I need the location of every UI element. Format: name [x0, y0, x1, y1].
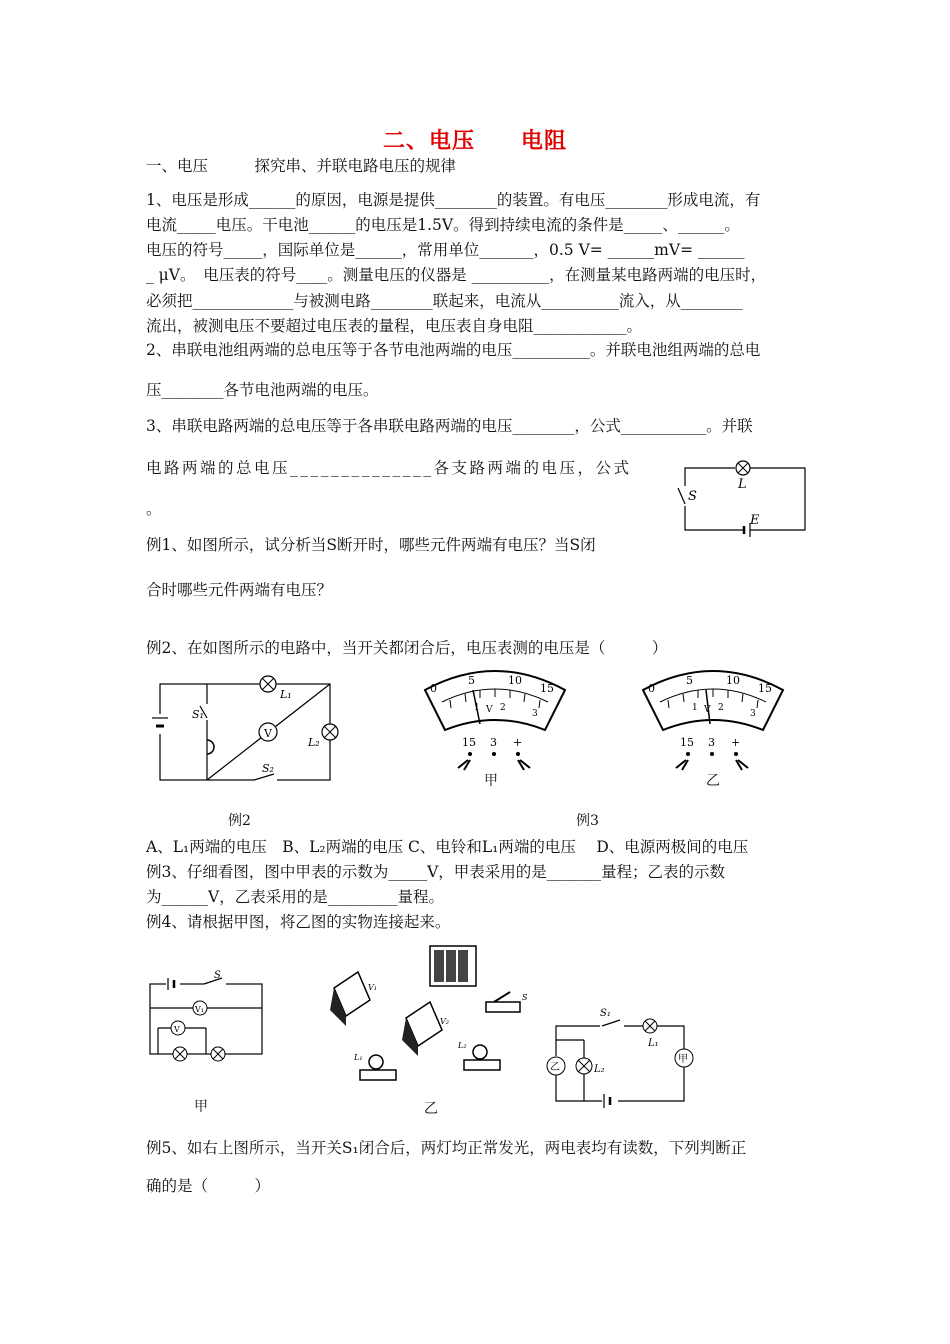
inner-2: 2 — [718, 703, 724, 713]
voltmeter-jia — [420, 662, 570, 777]
meter-jia-label: 甲 — [678, 1054, 688, 1065]
l1-text: L₁ — [354, 1053, 363, 1062]
text-line: 确的是（ ） — [146, 1177, 271, 1195]
text-line: 。 — [146, 500, 162, 518]
terminal-3: 3 — [708, 736, 715, 749]
voltmeter-v1-icon — [330, 972, 377, 1026]
lamp-label: L — [738, 477, 747, 492]
physical-components-ex4-yi — [326, 940, 541, 1110]
scale-0: 0 — [430, 682, 437, 695]
example-3: 例3、仔细看图，图中甲表的示数为_____V，甲表采用的是_______量程；乙表的示数 — [146, 863, 726, 881]
text-line: 为______V，乙表采用的是_________量程。 — [146, 888, 444, 906]
v1-label: V₁ — [195, 1005, 204, 1014]
text-line: 流出，被测电压不要超过电压表的量程，电压表自身电阻____________。 — [146, 317, 643, 335]
circuit-diagram-ex1 — [680, 458, 810, 538]
text-line: 3、串联电路两端的总电压等于各串联电路两端的电压________，公式___________。并联 — [146, 417, 753, 435]
scale-15: 15 — [540, 682, 554, 695]
circuit-diagram-ex2 — [150, 670, 350, 790]
s1-label: S₁ — [192, 708, 204, 721]
example-2: 例2、在如图所示的电路中，当开关都闭合后，电压表测的电压是（ ） — [146, 639, 668, 657]
l2-text: L₂ — [458, 1041, 467, 1050]
text-line: 电流_____电压。干电池______的电压是1.5V。得到持续电流的条件是_____、______。 — [146, 216, 740, 234]
caption-example-2: 例2 — [228, 813, 251, 829]
inner-3: 3 — [532, 709, 538, 719]
text-line: 压________各节电池两端的电压。 — [146, 381, 379, 399]
text-line: 2、串联电池组两端的总电压等于各节电池两端的电压__________。并联电池组两端的总电 — [146, 341, 761, 359]
s-text: S — [522, 993, 528, 1002]
caption-yi-ex4: 乙 — [424, 1101, 438, 1117]
scale-10: 10 — [508, 674, 522, 687]
lamp-l2-icon — [457, 1041, 500, 1070]
voltmeter-yi — [638, 662, 788, 777]
example-5: 例5、如右上图所示，当开关S₁闭合后，两灯均正常发光，两电表均有读数，下列判断正 — [146, 1139, 747, 1157]
v2-text: V₂ — [440, 1017, 449, 1026]
text-line: 必须把_____________与被测电路________联起来，电流从__________流入，从________ — [146, 292, 743, 310]
section-heading: 一、电压 探究串、并联电路电压的规律 — [146, 157, 457, 175]
battery-label: E — [750, 513, 760, 528]
caption-example-3: 例3 — [576, 813, 599, 829]
inner-1: 1 — [474, 703, 480, 713]
meter-yi-label: 乙 — [550, 1062, 560, 1073]
circuit-diagram-ex4-jia — [146, 970, 271, 1058]
l2-label: L₂ — [308, 736, 320, 749]
inner-2: 2 — [500, 703, 506, 713]
switch-s-label: S — [214, 970, 221, 981]
l1-label: L₁ — [648, 1038, 659, 1049]
switch-icon — [486, 992, 528, 1012]
terminal-3: 3 — [490, 736, 497, 749]
scale-5: 5 — [686, 674, 693, 687]
caption-jia: 甲 — [484, 773, 498, 789]
text-line: 合时哪些元件两端有电压？ — [146, 581, 333, 599]
text-line: 电压的符号_____，国际单位是______，常用单位_______，0.5 V= ______mV= ______ — [146, 241, 745, 259]
inner-1: 1 — [692, 703, 698, 713]
s1-label: S₁ — [600, 1008, 611, 1019]
terminal-15: 15 — [680, 736, 694, 749]
example-1: 例1、如图所示，试分析当S断开时，哪些元件两端有电压？当S闭 — [146, 536, 596, 554]
l1-label: L₁ — [280, 688, 292, 701]
answer-options: A、L₁两端的电压 B、L₂两端的电压 C、电铃和L₁两端的电压 D、电源两极间的电压 — [146, 838, 749, 856]
text-line: 电路两端的总电压______________各支路两端的电压，公式 — [146, 459, 632, 477]
text-line: 1、电压是形成______的原因，电源是提供________的装置。有电压________形成电流，有 — [146, 191, 761, 209]
terminal-plus: + — [731, 736, 741, 749]
terminal-15: 15 — [462, 736, 476, 749]
switch-label: S — [688, 489, 697, 504]
text-line: _ μV。 电压表的符号____。测量电压的仪器是 __________，在测量某电路两端的电压时， — [146, 266, 767, 284]
battery-pack-icon — [430, 946, 476, 986]
scale-10: 10 — [726, 674, 740, 687]
scale-15: 15 — [758, 682, 772, 695]
inner-v: V — [486, 705, 493, 715]
page-title: 二、电压 电阻 — [382, 129, 567, 154]
example-4: 例4、请根据甲图，将乙图的实物连接起来。 — [146, 913, 451, 931]
l2-label: L₂ — [594, 1064, 605, 1075]
scale-5: 5 — [468, 674, 475, 687]
voltmeter-label: V — [264, 727, 272, 740]
caption-jia-ex4: 甲 — [194, 1099, 208, 1115]
voltmeter-v: V — [174, 1025, 180, 1034]
s2-label: S₂ — [262, 762, 274, 775]
inner-v: V — [704, 705, 711, 715]
v1-text: V₁ — [368, 983, 377, 992]
voltmeter-v2-icon — [402, 1002, 449, 1056]
caption-yi: 乙 — [706, 773, 720, 789]
terminal-plus: + — [513, 736, 523, 749]
inner-3: 3 — [750, 709, 756, 719]
scale-0: 0 — [648, 682, 655, 695]
circuit-diagram-ex5 — [544, 1006, 694, 1106]
lamp-l1-icon — [353, 1053, 396, 1080]
